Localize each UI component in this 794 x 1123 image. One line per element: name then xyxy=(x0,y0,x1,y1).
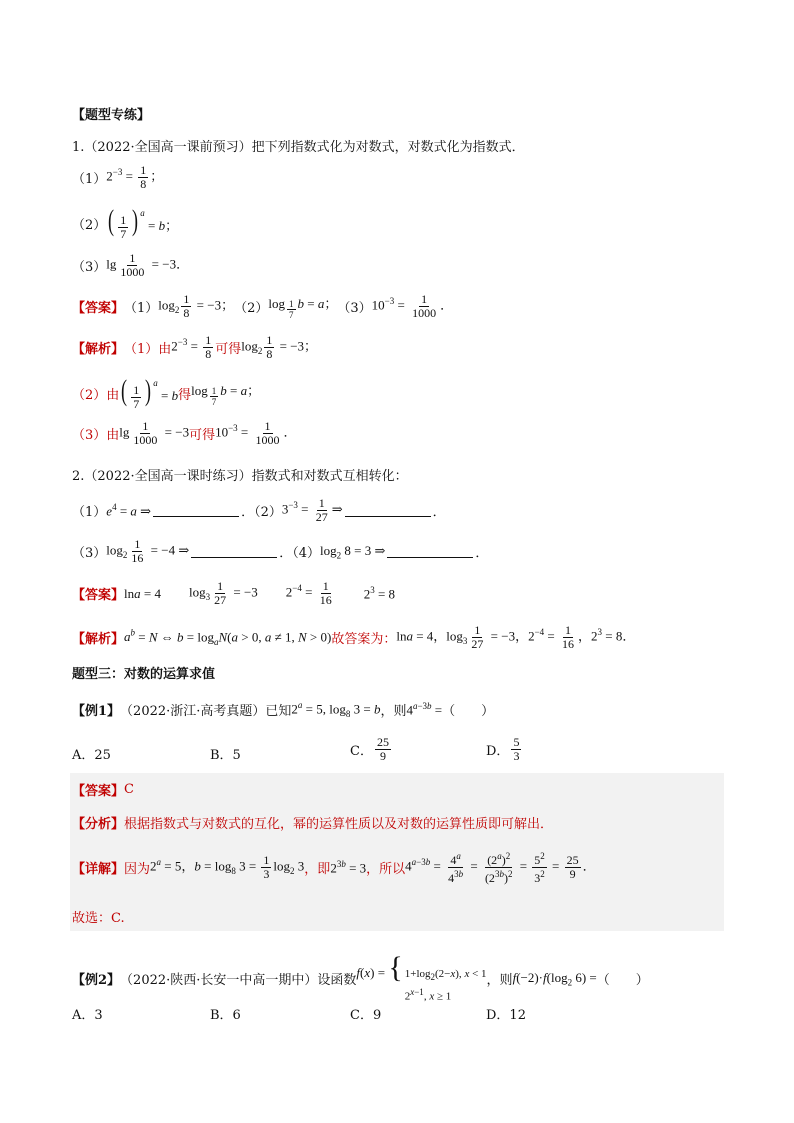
text: 因为 xyxy=(124,862,151,877)
analysis-tag: 【解析】 xyxy=(72,632,125,647)
example-2-option-a[interactable]: A．3 xyxy=(72,1008,103,1023)
section-header: 【题型专练】 xyxy=(72,108,151,123)
math-expr: lna = 4，$\log_3$ $\frac{1}{27}$ = −3，$2^{-4}$ = $\frac{1}{16}$ ，$2^3 = 8$． xyxy=(396,623,636,651)
text: （1）由 xyxy=(124,342,172,357)
question-2-answer xyxy=(72,580,395,607)
question-1-part-2 xyxy=(72,206,178,241)
math-expr: $\log_2$ $\frac{1}{16}$ = −4 ⇒ xyxy=(106,537,190,565)
text: （3）由 xyxy=(72,428,120,443)
part-label: （1） xyxy=(72,505,107,520)
text: （2）由 xyxy=(72,387,120,403)
question-2-stem: 2.（2022·全国高一课时练习）指数式和对数式互相转化： xyxy=(72,469,408,484)
math-expr: ( $\frac{1}{7}$ ) $^a$ = b； xyxy=(108,204,179,241)
question-1-analysis-2 xyxy=(72,376,260,411)
text: （2022·浙江·高考真题）已知 xyxy=(120,704,292,719)
option-label: C． xyxy=(350,744,373,759)
part-label: （3） xyxy=(72,546,107,561)
math-expr: $e^4 = a$ ⇒ xyxy=(106,501,152,519)
math-expr: $a^b = N$ ⇔ $b = \log_aN(a > 0$, a ≠ 1, N > 0) xyxy=(124,628,332,647)
text: 得 xyxy=(178,387,192,403)
math-expr: $2^a = 5$，$b = \log_8 3$ = $\frac{1}{3}$ $\log_2 3$ xyxy=(150,853,305,881)
question-1-part-1 xyxy=(72,164,163,191)
answer-blank xyxy=(387,545,473,558)
question-1-analysis-1 xyxy=(72,334,317,361)
text: 可得 xyxy=(215,342,242,357)
question-2-parts-3-4: （3） $\log_2$ $\frac{1}{16}$ = −4 ⇒ ．（4） $\log_2 8 = 3$ ⇒ ． xyxy=(72,537,489,565)
text: ，即 xyxy=(304,862,331,877)
math-expr: $3^{-3}$ = $\frac{1}{27}$ ⇒ xyxy=(281,496,343,524)
analysis-tag: 【解析】 xyxy=(72,342,125,357)
part-label: （1） xyxy=(124,301,159,317)
math-expr: $4^{a-3b}$ = xyxy=(406,700,443,718)
option-label: D． xyxy=(486,744,510,759)
text: 可得 xyxy=(189,428,216,443)
math-expr: ( $\frac{1}{7}$ ) $^a$ = b xyxy=(121,374,179,411)
math-expr: $f(-2)\cdot f(\log_2$ 6) = xyxy=(512,970,597,988)
example-1-answer xyxy=(72,780,134,799)
question-2-analysis xyxy=(72,624,635,651)
detail-tag: 【详解】 xyxy=(72,862,125,877)
question-1-answer xyxy=(72,293,453,320)
math-expr: $4^{a-3b}$ = $\frac{4^a}{4^{3b}}$ = $\frac{(2^a)^2}{(2^{3b})^2}$ = $\frac{5^2}{3^2}$ = $\frac{25}{9}$ ． xyxy=(405,851,596,885)
part-label: ．（4） xyxy=(279,546,320,561)
example-2-stem xyxy=(72,953,649,1005)
text: 故答案为： xyxy=(331,632,397,647)
example-1-detail xyxy=(72,850,596,885)
answer-blank xyxy=(191,545,277,558)
part-label: ．（2） xyxy=(241,505,282,520)
math-expr: log $_{\frac{1}{7}}$ b = a； xyxy=(191,382,261,407)
answer-blank xyxy=(153,504,239,517)
text: 根据指数式与对数式的互化，幂的运算性质以及对数的运算性质即可解出． xyxy=(124,817,554,832)
example-label: 【例1】 xyxy=(72,704,121,719)
part-label: （2） xyxy=(234,301,269,317)
answer-tag: 【答案】 xyxy=(72,301,125,317)
answer-tag: 【答案】 xyxy=(72,784,125,799)
math-expr: $\log_2$ $\frac{1}{8}$ = −3； xyxy=(158,292,235,321)
part-label: （2） xyxy=(72,217,107,233)
math-expr: $\frac{25}{9}$ xyxy=(376,735,389,763)
question-1-analysis-3 xyxy=(72,420,297,447)
example-2-option-c[interactable]: C．9 xyxy=(350,1008,382,1023)
part-label: （3） xyxy=(72,260,107,275)
example-1-option-d[interactable] xyxy=(486,736,523,763)
text: （2022·陕西·长安一中高一期中）设函数 xyxy=(120,973,357,989)
example-2-option-b[interactable]: B．6 xyxy=(210,1008,241,1023)
math-expr: $\log_2 8 = 3$ ⇒ xyxy=(320,542,386,561)
part-label: （3） xyxy=(337,301,372,317)
math-expr: lg $\frac{1}{1000}$ = −3 xyxy=(119,419,190,447)
example-1-option-b[interactable]: B．5 xyxy=(210,748,241,763)
math-expr: $2^3 = 8$ xyxy=(363,584,396,602)
example-label: 【例2】 xyxy=(72,973,121,989)
math-expr: $2^{-3}$ = $\frac{1}{8}$ ； xyxy=(106,163,164,191)
question-1-stem: 1.（2022·全国高一课前预习）把下列指数式化为对数式，对数式化为指数式． xyxy=(72,140,525,155)
math-expr: $\log_2$ $\frac{1}{8}$ = −3； xyxy=(241,333,318,361)
math-expr: $2^{-3}$ = $\frac{1}{8}$ xyxy=(171,333,212,361)
type-3-heading: 题型三：对数的运算求值 xyxy=(72,667,216,682)
answer-tag: 【答案】 xyxy=(72,588,125,603)
part-label: （1） xyxy=(72,172,107,187)
math-expr: lg $\frac{1}{1000}$ = −3． xyxy=(106,251,190,279)
text: （ ） xyxy=(596,973,649,989)
math-expr: $2^{-4}$ = $\frac{1}{16}$ xyxy=(285,579,332,607)
text: ，所以 xyxy=(366,862,406,877)
question-2-parts-1-2: （1） $e^4 = a$ ⇒ ．（2） $3^{-3}$ = $\frac{1}{27}$ ⇒ ． xyxy=(72,496,446,524)
math-expr: $2^{3b} = 3$ xyxy=(330,858,367,876)
text: ，则 xyxy=(486,973,513,989)
answer-value: C xyxy=(124,782,134,797)
analysis-tag: 【分析】 xyxy=(72,817,125,832)
question-1-part-3 xyxy=(72,252,189,279)
example-2-option-d[interactable]: D．12 xyxy=(486,1008,526,1023)
example-1-option-c[interactable] xyxy=(350,736,393,763)
math-expr: f(x) = { $1+\log_2(2-x)$, x < 1 $2^{x-1}$, x ≥ 1 xyxy=(356,951,487,1003)
math-expr: $10^{-3}$ = $\frac{1}{1000}$ ． xyxy=(371,292,454,321)
example-1-option-a[interactable]: A．25 xyxy=(72,748,111,763)
math-expr: $2^a = 5$, $\log_8 3 = b$ xyxy=(291,700,381,719)
math-expr: $10^{-3}$ = $\frac{1}{1000}$ ． xyxy=(215,419,297,447)
text: （ ） xyxy=(442,704,495,719)
example-1-analysis xyxy=(72,813,553,832)
example-1-conclusion: 故选：C. xyxy=(72,911,125,926)
math-expr: log $_{\frac{1}{7}}$ b = a； xyxy=(268,296,338,321)
answer-blank xyxy=(345,504,431,517)
example-1-stem xyxy=(72,700,494,719)
math-expr: $\log_3$ $\frac{1}{27}$ = −3 xyxy=(188,579,258,607)
math-expr: lna = 4 xyxy=(124,585,161,601)
text: ，则 xyxy=(380,704,407,719)
math-expr: $\frac{5}{3}$ xyxy=(513,735,520,763)
